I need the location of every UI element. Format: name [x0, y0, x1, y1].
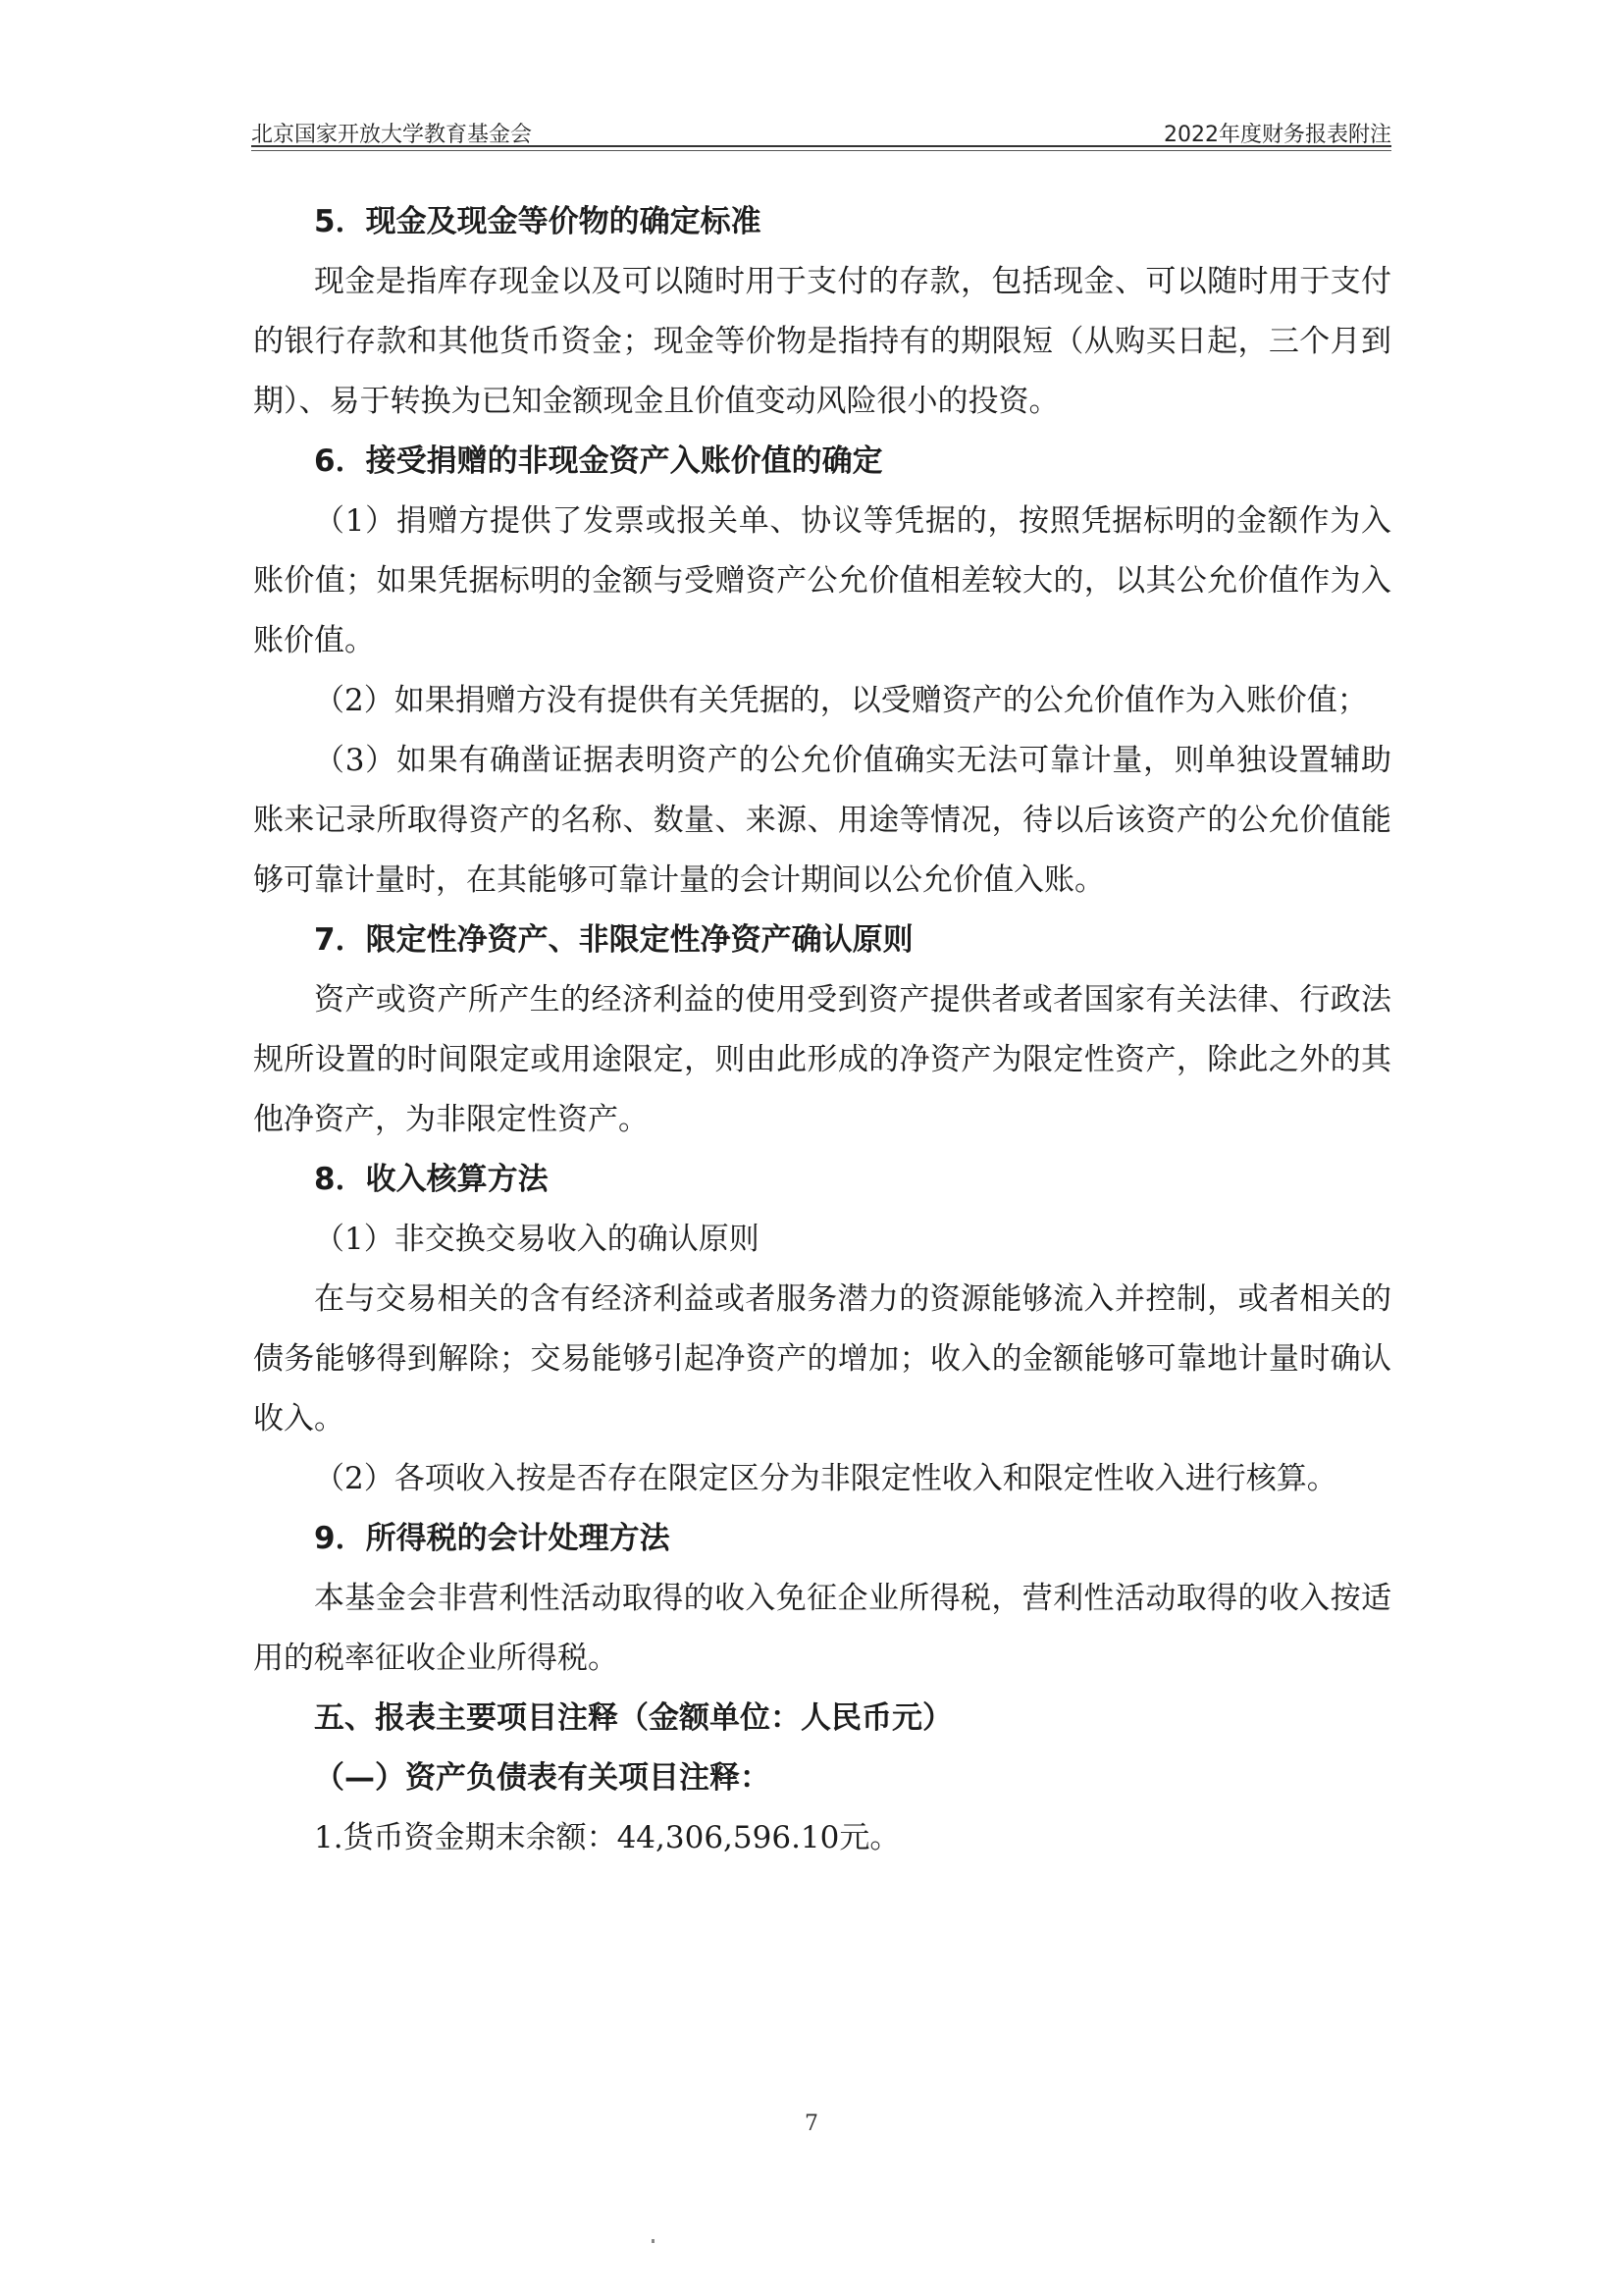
section-6-paragraph-3: （3）如果有确凿证据表明资产的公允价值确实无法可靠计量，则单独设置辅助账来记录所取得资产的名称、数量、来源、用途等情况，待以后该资产的公允价值能够可靠计量时，在其能够可靠计量的会计期间以公允价值入账。 [253, 743, 1391, 898]
header-divider-thin [251, 150, 1391, 151]
section-6-paragraph-2: （2）如果捐赠方没有提供有关凭据的，以受赠资产的公允价值作为入账价值； [314, 683, 1368, 718]
section-8-paragraph-1: 在与交易相关的含有经济利益或者服务潜力的资源能够流入并控制，或者相关的债务能够得到解除；交易能够引起净资产的增加；收入的金额能够可靠地计量时确认收入。 [253, 1281, 1391, 1436]
scan-artifact [652, 2239, 654, 2243]
section-6-paragraph-1: （1）捐赠方提供了发票或报关单、协议等凭据的，按照凭据标明的金额作为入账价值；如果凭据标明的金额与受赠资产公允价值相差较大的，以其公允价值作为入账价值。 [253, 503, 1391, 658]
section-9-paragraph: 本基金会非营利性活动取得的收入免征企业所得税，营利性活动取得的收入按适用的税率征收企业所得税。 [253, 1581, 1391, 1676]
page-number: 7 [805, 2112, 818, 2136]
document-body [253, 192, 1391, 1868]
section-8-paragraph-2: （2）各项收入按是否存在限定区分为非限定性收入和限定性收入进行核算。 [314, 1461, 1337, 1496]
page-header [251, 110, 1391, 149]
header-organization: 北京国家开放大学教育基金会 [251, 123, 533, 147]
section-7-paragraph: 资产或资产所产生的经济利益的使用受到资产提供者或者国家有关法律、行政法规所设置的时间限定或用途限定，则由此形成的净资产为限定性资产，除此之外的其他净资产，为非限定性资产。 [253, 982, 1391, 1137]
section-8-subheading: （1）非交换交易收入的确认原则 [314, 1222, 759, 1257]
section-5-heading: 5．现金及现金等价物的确定标准 [314, 204, 761, 239]
part-5-heading: 五、报表主要项目注释（金额单位：人民币元） [314, 1700, 953, 1736]
part-5-item-1: 1.货币资金期末余额：44,306,596.10元。 [314, 1820, 901, 1855]
section-7-heading: 7．限定性净资产、非限定性净资产确认原则 [314, 922, 914, 958]
header-divider [251, 145, 1391, 147]
header-report-title: 2022年度财务报表附注 [1164, 123, 1391, 147]
section-9-heading: 9．所得税的会计处理方法 [314, 1521, 670, 1556]
section-6-heading: 6．接受捐赠的非现金资产入账价值的确定 [314, 444, 883, 479]
section-8-heading: 8．收入核算方法 [314, 1162, 549, 1197]
part-5-subheading: （—）资产负债表有关项目注释： [314, 1760, 770, 1796]
section-5-paragraph: 现金是指库存现金以及可以随时用于支付的存款，包括现金、可以随时用于支付的银行存款和其他货币资金；现金等价物是指持有的期限短（从购买日起，三个月到期）、易于转换为已知金额现金且价值变动风险很小的投资。 [253, 264, 1391, 419]
